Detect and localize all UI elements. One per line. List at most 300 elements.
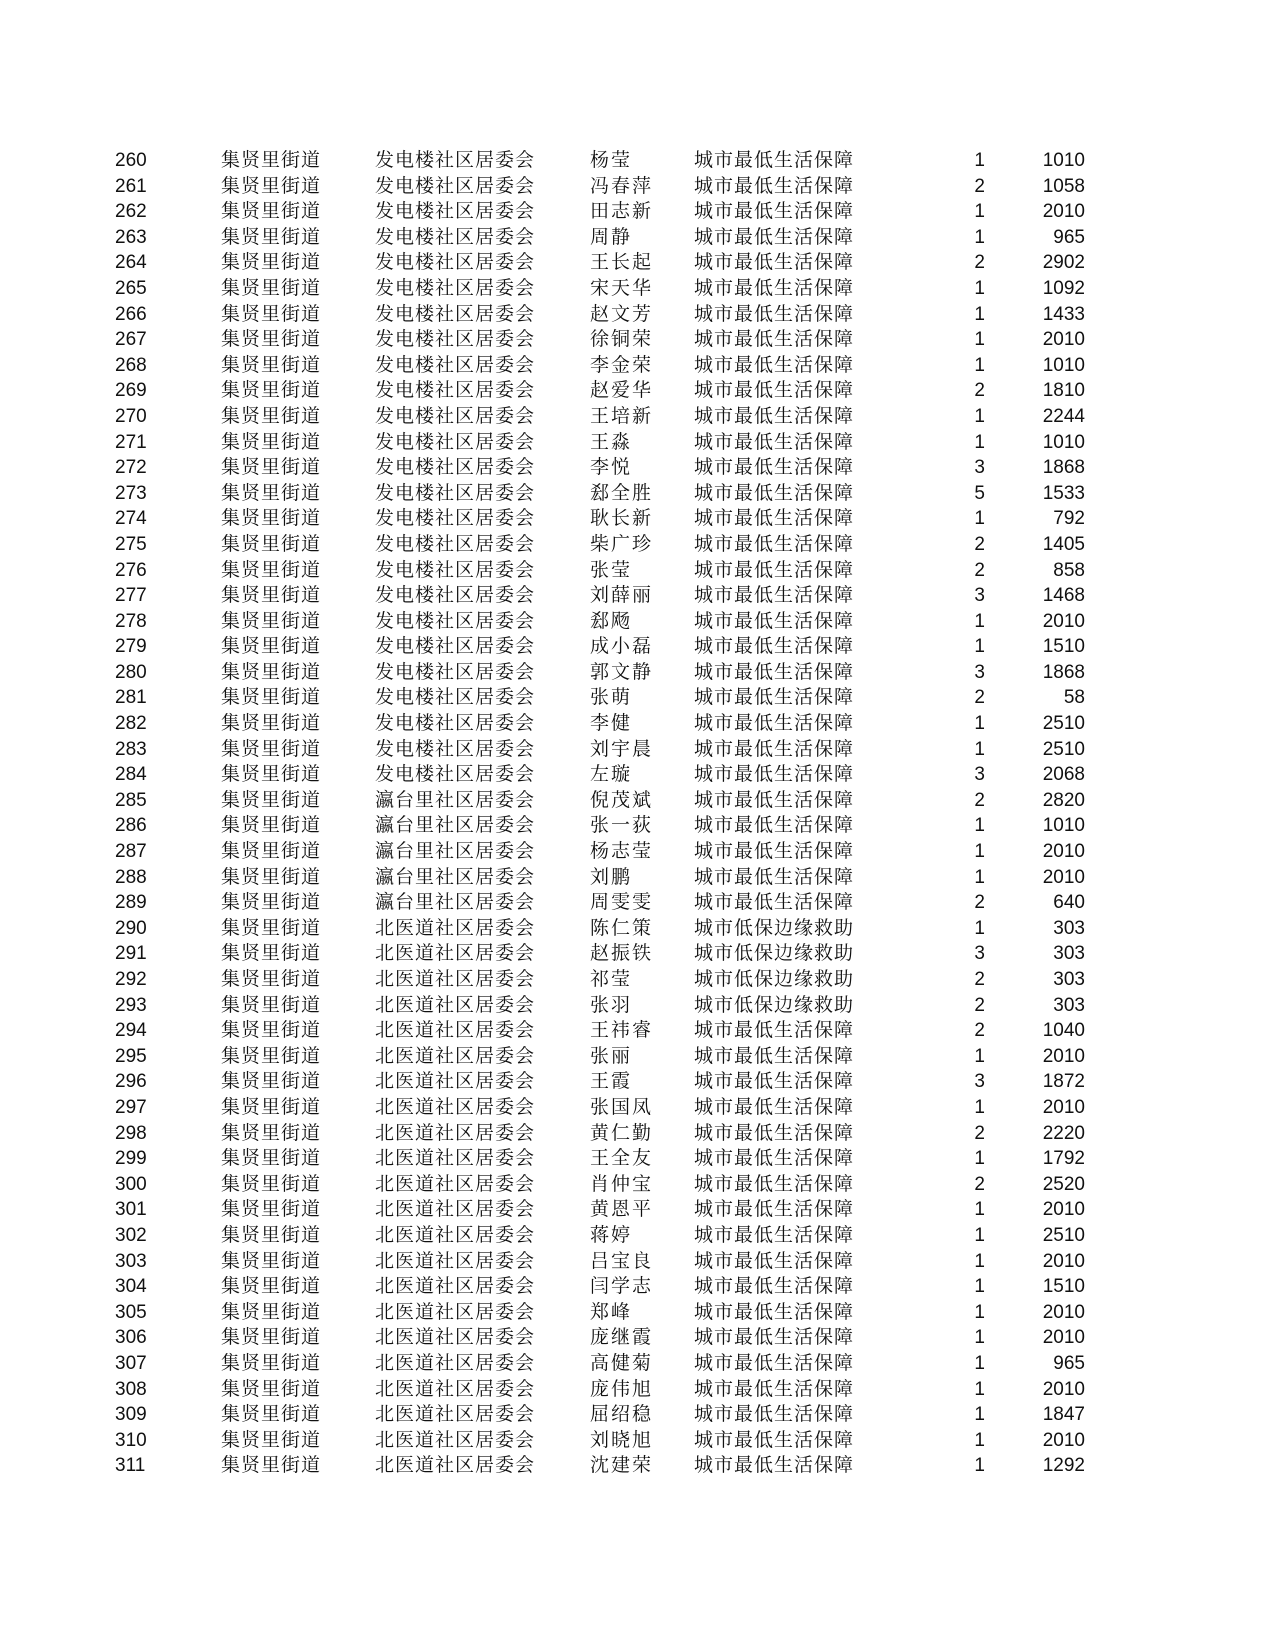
committee-name: 北医道社区居委会 — [375, 1351, 536, 1374]
person-name: 王霞 — [590, 1070, 633, 1093]
person-name: 张国凤 — [590, 1095, 654, 1118]
benefit-amount: 303 — [1053, 994, 1085, 1016]
assistance-type: 城市最低生活保障 — [694, 225, 855, 248]
row-number: 284 — [115, 764, 147, 786]
assistance-type: 城市最低生活保障 — [694, 1326, 855, 1349]
row-number: 305 — [115, 1301, 147, 1323]
household-size: 1 — [974, 1429, 985, 1451]
household-size: 1 — [974, 1045, 985, 1067]
table-row — [0, 1300, 1275, 1326]
street-name: 集贤里街道 — [221, 1249, 322, 1272]
row-number: 270 — [115, 405, 147, 427]
household-size: 1 — [974, 713, 985, 735]
assistance-type: 城市最低生活保障 — [694, 1044, 855, 1067]
benefit-amount: 1292 — [1042, 1455, 1085, 1477]
household-size: 3 — [974, 764, 985, 786]
table-row — [0, 455, 1275, 481]
person-name: 郄全胜 — [590, 481, 654, 504]
person-name: 肖仲宝 — [590, 1172, 654, 1195]
assistance-type: 城市最低生活保障 — [694, 302, 855, 325]
committee-name: 发电楼社区居委会 — [375, 686, 536, 709]
assistance-type: 城市最低生活保障 — [694, 1070, 855, 1093]
row-number: 268 — [115, 354, 147, 376]
committee-name: 北医道社区居委会 — [375, 1070, 536, 1093]
committee-name: 北医道社区居委会 — [375, 1403, 536, 1426]
benefit-amount: 2244 — [1042, 405, 1085, 427]
person-name: 田志新 — [590, 200, 654, 223]
assistance-type: 城市低保边缘救助 — [694, 916, 855, 939]
table-row — [0, 250, 1275, 276]
assistance-type: 城市最低生活保障 — [694, 788, 855, 811]
person-name: 闫学志 — [590, 1275, 654, 1298]
row-number: 265 — [115, 277, 147, 299]
assistance-type: 城市最低生活保障 — [694, 737, 855, 760]
row-number: 277 — [115, 585, 147, 607]
household-size: 3 — [974, 585, 985, 607]
person-name: 张莹 — [590, 558, 633, 581]
row-number: 280 — [115, 661, 147, 683]
committee-name: 北医道社区居委会 — [375, 993, 536, 1016]
committee-name: 瀛台里社区居委会 — [375, 891, 536, 914]
assistance-type: 城市最低生活保障 — [694, 865, 855, 888]
assistance-type: 城市最低生活保障 — [694, 712, 855, 735]
table-row — [0, 813, 1275, 839]
person-name: 刘晓旭 — [590, 1428, 654, 1451]
street-name: 集贤里街道 — [221, 840, 322, 863]
street-name: 集贤里街道 — [221, 993, 322, 1016]
benefit-amount: 1040 — [1042, 1020, 1085, 1042]
street-name: 集贤里街道 — [221, 302, 322, 325]
table-row — [0, 148, 1275, 174]
benefit-amount: 1010 — [1042, 431, 1085, 453]
row-number: 291 — [115, 943, 147, 965]
assistance-type: 城市最低生活保障 — [694, 840, 855, 863]
assistance-type: 城市最低生活保障 — [694, 1428, 855, 1451]
row-number: 275 — [115, 533, 147, 555]
row-number: 283 — [115, 738, 147, 760]
benefit-amount: 2010 — [1042, 1045, 1085, 1067]
table-row — [0, 1453, 1275, 1479]
benefit-amount: 1510 — [1042, 636, 1085, 658]
committee-name: 北医道社区居委会 — [375, 1249, 536, 1272]
table-row — [0, 302, 1275, 328]
committee-name: 发电楼社区居委会 — [375, 430, 536, 453]
street-name: 集贤里街道 — [221, 635, 322, 658]
street-name: 集贤里街道 — [221, 584, 322, 607]
assistance-type: 城市最低生活保障 — [694, 891, 855, 914]
assistance-type: 城市低保边缘救助 — [694, 993, 855, 1016]
benefit-amount: 858 — [1053, 559, 1085, 581]
benefit-amount: 2902 — [1042, 252, 1085, 274]
committee-name: 北医道社区居委会 — [375, 1044, 536, 1067]
household-size: 2 — [974, 1122, 985, 1144]
committee-name: 发电楼社区居委会 — [375, 302, 536, 325]
person-name: 王长起 — [590, 251, 654, 274]
household-size: 1 — [974, 1148, 985, 1170]
table-row — [0, 327, 1275, 353]
row-number: 293 — [115, 994, 147, 1016]
row-number: 308 — [115, 1378, 147, 1400]
row-number: 278 — [115, 610, 147, 632]
row-number: 287 — [115, 841, 147, 863]
household-size: 1 — [974, 636, 985, 658]
committee-name: 瀛台里社区居委会 — [375, 840, 536, 863]
household-size: 3 — [974, 457, 985, 479]
table-row — [0, 583, 1275, 609]
committee-name: 瀛台里社区居委会 — [375, 865, 536, 888]
household-size: 1 — [974, 1199, 985, 1221]
row-number: 288 — [115, 866, 147, 888]
benefit-amount: 303 — [1053, 943, 1085, 965]
row-number: 281 — [115, 687, 147, 709]
assistance-type: 城市最低生活保障 — [694, 251, 855, 274]
household-size: 2 — [974, 533, 985, 555]
household-size: 1 — [974, 150, 985, 171]
row-number: 273 — [115, 482, 147, 504]
benefit-amount: 1468 — [1042, 585, 1085, 607]
person-name: 赵文芳 — [590, 302, 654, 325]
table-row — [0, 1325, 1275, 1351]
street-name: 集贤里街道 — [221, 1223, 322, 1246]
assistance-type: 城市最低生活保障 — [694, 1454, 855, 1477]
table-row — [0, 1044, 1275, 1070]
street-name: 集贤里街道 — [221, 1019, 322, 1042]
benefit-amount: 1010 — [1042, 150, 1085, 171]
row-number: 286 — [115, 815, 147, 837]
benefit-amount: 1010 — [1042, 815, 1085, 837]
street-name: 集贤里街道 — [221, 1351, 322, 1374]
household-size: 1 — [974, 815, 985, 837]
committee-name: 发电楼社区居委会 — [375, 763, 536, 786]
benefit-amount: 2010 — [1042, 610, 1085, 632]
benefit-amount: 2510 — [1042, 738, 1085, 760]
person-name: 刘宇晨 — [590, 737, 654, 760]
person-name: 宋天华 — [590, 276, 654, 299]
person-name: 冯春萍 — [590, 174, 654, 197]
committee-name: 北医道社区居委会 — [375, 1198, 536, 1221]
benefit-amount: 1868 — [1042, 457, 1085, 479]
benefit-amount: 303 — [1053, 917, 1085, 939]
committee-name: 北医道社区居委会 — [375, 1121, 536, 1144]
benefit-amount: 2520 — [1042, 1173, 1085, 1195]
committee-name: 瀛台里社区居委会 — [375, 814, 536, 837]
committee-name: 北医道社区居委会 — [375, 1147, 536, 1170]
benefit-amount: 1058 — [1042, 175, 1085, 197]
row-number: 309 — [115, 1404, 147, 1426]
row-number: 285 — [115, 789, 147, 811]
household-size: 2 — [974, 994, 985, 1016]
household-size: 2 — [974, 559, 985, 581]
benefit-amount: 792 — [1053, 508, 1085, 530]
table-row — [0, 430, 1275, 456]
household-size: 1 — [974, 1455, 985, 1477]
person-name: 蒋婷 — [590, 1223, 633, 1246]
street-name: 集贤里街道 — [221, 1454, 322, 1477]
assistance-type: 城市低保边缘救助 — [694, 968, 855, 990]
household-size: 1 — [974, 610, 985, 632]
committee-name: 北医道社区居委会 — [375, 1275, 536, 1298]
person-name: 周雯雯 — [590, 891, 654, 914]
table-row — [0, 967, 1275, 993]
table-row — [0, 532, 1275, 558]
assistance-type: 城市最低生活保障 — [694, 1403, 855, 1426]
benefit-amount: 2010 — [1042, 1301, 1085, 1323]
benefit-amount: 2010 — [1042, 1096, 1085, 1118]
assistance-type: 城市最低生活保障 — [694, 558, 855, 581]
benefit-amount: 2010 — [1042, 841, 1085, 863]
row-number: 300 — [115, 1173, 147, 1195]
street-name: 集贤里街道 — [221, 532, 322, 555]
person-name: 王淼 — [590, 430, 633, 453]
committee-name: 发电楼社区居委会 — [375, 712, 536, 735]
assistance-type: 城市最低生活保障 — [694, 1275, 855, 1298]
assistance-type: 城市最低生活保障 — [694, 1095, 855, 1118]
street-name: 集贤里街道 — [221, 353, 322, 376]
household-size: 1 — [974, 277, 985, 299]
benefit-amount: 1533 — [1042, 482, 1085, 504]
table-row — [0, 865, 1275, 891]
assistance-type: 城市最低生活保障 — [694, 430, 855, 453]
street-name: 集贤里街道 — [221, 865, 322, 888]
person-name: 柴广珍 — [590, 532, 654, 555]
household-size: 3 — [974, 943, 985, 965]
benefit-amount: 1510 — [1042, 1276, 1085, 1298]
assistance-type: 城市最低生活保障 — [694, 1121, 855, 1144]
person-name: 黄仁勤 — [590, 1121, 654, 1144]
table-row — [0, 1069, 1275, 1095]
committee-name: 发电楼社区居委会 — [375, 200, 536, 223]
person-name: 刘鹏 — [590, 865, 633, 888]
row-number: 311 — [115, 1455, 146, 1477]
table-row — [0, 1018, 1275, 1044]
committee-name: 北医道社区居委会 — [375, 1223, 536, 1246]
row-number: 294 — [115, 1020, 147, 1042]
person-name: 倪茂斌 — [590, 788, 654, 811]
street-name: 集贤里街道 — [221, 1275, 322, 1298]
assistance-type: 城市最低生活保障 — [694, 174, 855, 197]
committee-name: 发电楼社区居委会 — [375, 635, 536, 658]
table-row — [0, 609, 1275, 635]
table-row — [0, 1197, 1275, 1223]
street-name: 集贤里街道 — [221, 149, 322, 171]
row-number: 307 — [115, 1352, 147, 1374]
row-number: 292 — [115, 969, 147, 990]
benefit-amount: 1433 — [1042, 303, 1085, 325]
assistance-type: 城市最低生活保障 — [694, 149, 855, 171]
table-row — [0, 1377, 1275, 1403]
person-name: 郑峰 — [590, 1300, 633, 1323]
household-size: 2 — [974, 789, 985, 811]
benefit-amount: 1810 — [1042, 380, 1085, 402]
street-name: 集贤里街道 — [221, 1121, 322, 1144]
committee-name: 发电楼社区居委会 — [375, 353, 536, 376]
committee-name: 发电楼社区居委会 — [375, 251, 536, 274]
table-row — [0, 1146, 1275, 1172]
committee-name: 北医道社区居委会 — [375, 1326, 536, 1349]
street-name: 集贤里街道 — [221, 1300, 322, 1323]
committee-name: 发电楼社区居委会 — [375, 558, 536, 581]
assistance-type: 城市最低生活保障 — [694, 404, 855, 427]
row-number: 296 — [115, 1071, 147, 1093]
table-row — [0, 1172, 1275, 1198]
benefit-amount: 640 — [1053, 892, 1085, 914]
household-size: 2 — [974, 687, 985, 709]
row-number: 271 — [115, 431, 147, 453]
benefit-amount: 2220 — [1042, 1122, 1085, 1144]
person-name: 徐铜荣 — [590, 328, 654, 351]
committee-name: 发电楼社区居委会 — [375, 507, 536, 530]
household-size: 1 — [974, 1327, 985, 1349]
household-size: 1 — [974, 226, 985, 248]
row-number: 276 — [115, 559, 147, 581]
committee-name: 发电楼社区居委会 — [375, 660, 536, 683]
household-size: 2 — [974, 175, 985, 197]
committee-name: 瀛台里社区居委会 — [375, 788, 536, 811]
table-row — [0, 1095, 1275, 1121]
table-row — [0, 941, 1275, 967]
household-size: 5 — [974, 482, 985, 504]
household-size: 1 — [974, 738, 985, 760]
household-size: 1 — [974, 1404, 985, 1426]
committee-name: 北医道社区居委会 — [375, 1428, 536, 1451]
street-name: 集贤里街道 — [221, 788, 322, 811]
assistance-type: 城市最低生活保障 — [694, 276, 855, 299]
street-name: 集贤里街道 — [221, 481, 322, 504]
street-name: 集贤里街道 — [221, 1044, 322, 1067]
committee-name: 北医道社区居委会 — [375, 1454, 536, 1477]
benefit-amount: 1868 — [1042, 661, 1085, 683]
person-name: 王祎睿 — [590, 1019, 654, 1042]
assistance-type: 城市最低生活保障 — [694, 660, 855, 683]
household-size: 1 — [974, 1224, 985, 1246]
benefit-amount: 2510 — [1042, 713, 1085, 735]
committee-name: 北医道社区居委会 — [375, 1019, 536, 1042]
assistance-type: 城市最低生活保障 — [694, 1249, 855, 1272]
household-size: 2 — [974, 892, 985, 914]
household-size: 1 — [974, 917, 985, 939]
household-size: 1 — [974, 303, 985, 325]
person-name: 赵爱华 — [590, 379, 654, 402]
street-name: 集贤里街道 — [221, 1172, 322, 1195]
committee-name: 发电楼社区居委会 — [375, 174, 536, 197]
benefit-amount: 2010 — [1042, 1429, 1085, 1451]
person-name: 庞继霞 — [590, 1326, 654, 1349]
person-name: 沈建荣 — [590, 1454, 654, 1477]
table-row — [0, 276, 1275, 302]
person-name: 王全友 — [590, 1147, 654, 1170]
assistance-type: 城市最低生活保障 — [694, 507, 855, 530]
row-number: 303 — [115, 1250, 147, 1272]
committee-name: 发电楼社区居委会 — [375, 737, 536, 760]
table-row — [0, 378, 1275, 404]
row-number: 266 — [115, 303, 147, 325]
street-name: 集贤里街道 — [221, 1326, 322, 1349]
committee-name: 发电楼社区居委会 — [375, 404, 536, 427]
person-name: 祁莹 — [590, 968, 633, 990]
person-name: 王培新 — [590, 404, 654, 427]
assistance-type: 城市最低生活保障 — [694, 814, 855, 837]
table-row — [0, 1121, 1275, 1147]
assistance-type: 城市最低生活保障 — [694, 532, 855, 555]
street-name: 集贤里街道 — [221, 891, 322, 914]
committee-name: 北医道社区居委会 — [375, 968, 536, 990]
benefit-amount: 2010 — [1042, 866, 1085, 888]
table-row — [0, 1402, 1275, 1428]
table-row — [0, 1223, 1275, 1249]
street-name: 集贤里街道 — [221, 609, 322, 632]
benefit-amount: 303 — [1053, 969, 1085, 990]
row-number: 282 — [115, 713, 147, 735]
table-row — [0, 916, 1275, 942]
assistance-type: 城市最低生活保障 — [694, 1198, 855, 1221]
person-name: 杨志莹 — [590, 840, 654, 863]
person-name: 周静 — [590, 225, 633, 248]
household-size: 1 — [974, 1301, 985, 1323]
household-size: 1 — [974, 1352, 985, 1374]
committee-name: 北医道社区居委会 — [375, 1377, 536, 1400]
table-row — [0, 762, 1275, 788]
table-row — [0, 506, 1275, 532]
assistance-type: 城市最低生活保障 — [694, 481, 855, 504]
household-size: 1 — [974, 866, 985, 888]
benefit-amount: 965 — [1053, 1352, 1085, 1374]
row-number: 295 — [115, 1045, 147, 1067]
assistance-type: 城市最低生活保障 — [694, 635, 855, 658]
household-size: 1 — [974, 1096, 985, 1118]
assistance-type: 城市最低生活保障 — [694, 1147, 855, 1170]
person-name: 成小磊 — [590, 635, 654, 658]
street-name: 集贤里街道 — [221, 660, 322, 683]
benefit-amount: 1847 — [1042, 1404, 1085, 1426]
assistance-type: 城市最低生活保障 — [694, 584, 855, 607]
table-row — [0, 711, 1275, 737]
row-number: 297 — [115, 1096, 147, 1118]
person-name: 庞伟旭 — [590, 1377, 654, 1400]
benefit-amount: 1092 — [1042, 277, 1085, 299]
row-number: 301 — [115, 1199, 147, 1221]
street-name: 集贤里街道 — [221, 430, 322, 453]
row-number: 269 — [115, 380, 147, 402]
assistance-type: 城市最低生活保障 — [694, 1351, 855, 1374]
household-size: 1 — [974, 1276, 985, 1298]
table-row — [0, 1249, 1275, 1275]
street-name: 集贤里街道 — [221, 276, 322, 299]
household-size: 1 — [974, 329, 985, 351]
person-name: 张萌 — [590, 686, 633, 709]
street-name: 集贤里街道 — [221, 968, 322, 990]
household-size: 2 — [974, 969, 985, 990]
row-number: 267 — [115, 329, 147, 351]
benefit-amount: 2010 — [1042, 329, 1085, 351]
person-name: 赵振铁 — [590, 942, 654, 965]
assistance-type: 城市最低生活保障 — [694, 763, 855, 786]
row-number: 290 — [115, 917, 147, 939]
assistance-type: 城市最低生活保障 — [694, 1377, 855, 1400]
committee-name: 北医道社区居委会 — [375, 1300, 536, 1323]
person-name: 郭文静 — [590, 660, 654, 683]
table-row — [0, 174, 1275, 200]
street-name: 集贤里街道 — [221, 456, 322, 479]
street-name: 集贤里街道 — [221, 737, 322, 760]
household-size: 3 — [974, 661, 985, 683]
benefit-amount: 1872 — [1042, 1071, 1085, 1093]
household-size: 1 — [974, 431, 985, 453]
committee-name: 发电楼社区居委会 — [375, 149, 536, 171]
street-name: 集贤里街道 — [221, 507, 322, 530]
benefit-amount: 2010 — [1042, 1327, 1085, 1349]
person-name: 刘薛丽 — [590, 584, 654, 607]
person-name: 黄恩平 — [590, 1198, 654, 1221]
